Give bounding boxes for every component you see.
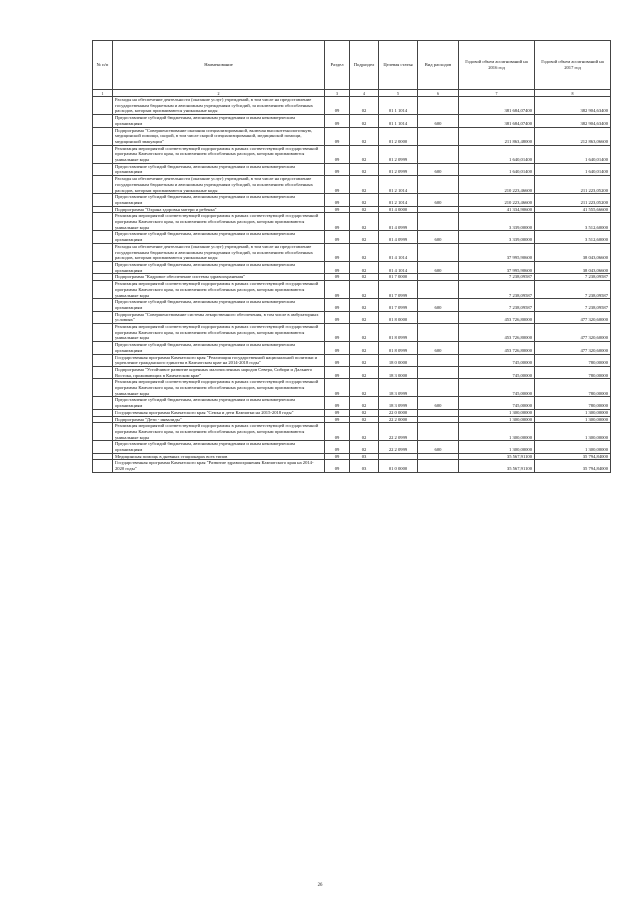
expense-type-cell: 600	[418, 397, 459, 409]
razdel-cell: 09	[325, 366, 350, 378]
table-body	[93, 97, 611, 473]
table-row	[93, 423, 611, 441]
amount-2016-cell: 7 238,09587	[459, 299, 535, 311]
amount-2017-cell: 1 640,01400	[535, 163, 611, 175]
amount-2017-cell: 212 863,06600	[535, 127, 611, 145]
razdel-cell: 09	[325, 299, 350, 311]
target-article-cell: 18 0 0000	[379, 354, 418, 366]
target-article-cell: 01 8 0000	[379, 311, 418, 323]
amount-2017-cell: 7 238,09587	[535, 281, 611, 299]
row-index-cell	[93, 409, 113, 416]
row-index-cell	[93, 397, 113, 409]
amount-2017-cell: 3 512,60000	[535, 213, 611, 231]
column-header: Подраздел	[350, 41, 379, 90]
target-article-cell: 01 4 0999	[379, 231, 418, 243]
amount-2016-cell: 41 334,90600	[459, 206, 535, 213]
razdel-cell: 09	[325, 274, 350, 281]
expense-type-cell	[418, 416, 459, 423]
razdel-cell: 09	[325, 176, 350, 194]
podrazdel-cell: 03	[350, 453, 379, 460]
amount-2017-cell: 382 904,63400	[535, 97, 611, 115]
amount-2016-cell: 210 223,46600	[459, 194, 535, 206]
amount-2016-cell: 7 238,09587	[459, 274, 535, 281]
amount-2017-cell: 35 794,84000	[535, 460, 611, 472]
table-row	[93, 163, 611, 175]
podrazdel-cell: 02	[350, 379, 379, 397]
target-article-cell: 01 2 0999	[379, 163, 418, 175]
razdel-cell: 09	[325, 127, 350, 145]
row-name-cell: Государственная программа Камчатского края "Развитие здравоохранения Камчатского края на 2014-2020 годы"	[113, 460, 325, 472]
column-number: 5	[379, 90, 418, 97]
podrazdel-cell: 02	[350, 261, 379, 273]
podrazdel-cell: 02	[350, 354, 379, 366]
amount-2017-cell: 3 512,60000	[535, 231, 611, 243]
column-number: 1	[93, 90, 113, 97]
row-index-cell	[93, 176, 113, 194]
amount-2017-cell: 211 223,05200	[535, 194, 611, 206]
razdel-cell: 09	[325, 354, 350, 366]
razdel-cell: 09	[325, 261, 350, 273]
amount-2016-cell: 37 995,90600	[459, 243, 535, 261]
table-header-row	[93, 41, 611, 90]
row-name-cell: Расходы на обеспечение деятельности (оказание услуг) учреждений, в том числе на предоставление государственным бюджетным и автономным учреждениям субсидий, за исключением обособленных расходов, которым присваиваются уникальные коды	[113, 97, 325, 115]
table-row	[93, 409, 611, 416]
table-row	[93, 441, 611, 453]
amount-2017-cell: 1 640,01400	[535, 145, 611, 163]
row-index-cell	[93, 243, 113, 261]
podrazdel-cell: 02	[350, 115, 379, 127]
target-article-cell: 01 2 0000	[379, 127, 418, 145]
table-row	[93, 460, 611, 472]
amount-2016-cell: 35 567,91100	[459, 453, 535, 460]
expense-type-cell: 600	[418, 299, 459, 311]
row-index-cell	[93, 311, 113, 323]
expense-type-cell	[418, 145, 459, 163]
razdel-cell: 09	[325, 194, 350, 206]
row-name-cell: Государственная программа Камчатского края "Реализация государственной национальной политики и укрепление гражданского единства в Камчатском крае на 2014-2018 годы"	[113, 354, 325, 366]
podrazdel-cell: 02	[350, 176, 379, 194]
table-row	[93, 97, 611, 115]
amount-2017-cell: 7 238,09587	[535, 274, 611, 281]
row-index-cell	[93, 460, 113, 472]
podrazdel-cell: 02	[350, 206, 379, 213]
target-article-cell: 01 4 0999	[379, 213, 418, 231]
podrazdel-cell: 02	[350, 324, 379, 342]
razdel-cell: 09	[325, 342, 350, 354]
razdel-cell: 09	[325, 163, 350, 175]
row-name-cell: Предоставление субсидий бюджетным, автономным учреждениям и иным некоммерческим организациям	[113, 115, 325, 127]
budget-table	[92, 40, 611, 473]
podrazdel-cell: 02	[350, 299, 379, 311]
amount-2016-cell: 381 684,07400	[459, 97, 535, 115]
expense-type-cell	[418, 379, 459, 397]
row-name-cell: Реализация мероприятий соответствующей подпрограммы в рамках соответствующей государственной программы Камчатского края, за исключением обособленных расходов, которым присваиваются уникальные коды	[113, 281, 325, 299]
razdel-cell: 09	[325, 97, 350, 115]
row-name-cell: Подпрограмма "Устойчивое развитие коренных малочисленных народов Севера, Сибири и Дальнего Востока, проживающих в Камчатском крае"	[113, 366, 325, 378]
target-article-cell: 01 8 0999	[379, 342, 418, 354]
row-name-cell: Предоставление субсидий бюджетным, автономным учреждениям и иным некоммерческим организациям	[113, 194, 325, 206]
target-article-cell: 01 8 0999	[379, 324, 418, 342]
target-article-cell: 22 0 0000	[379, 409, 418, 416]
target-article-cell: 18 3 0000	[379, 366, 418, 378]
row-name-cell: Предоставление субсидий бюджетным, автономным учреждениям и иным некоммерческим организациям	[113, 261, 325, 273]
amount-2016-cell: 745,00000	[459, 366, 535, 378]
row-index-cell	[93, 274, 113, 281]
amount-2017-cell: 477 320,60000	[535, 324, 611, 342]
column-number-row	[93, 90, 611, 97]
razdel-cell: 09	[325, 206, 350, 213]
razdel-cell: 09	[325, 145, 350, 163]
row-index-cell	[93, 231, 113, 243]
expense-type-cell: 600	[418, 441, 459, 453]
razdel-cell: 09	[325, 453, 350, 460]
amount-2017-cell: 38 043,06600	[535, 243, 611, 261]
amount-2017-cell: 1 300,00000	[535, 423, 611, 441]
target-article-cell: 18 3 0999	[379, 397, 418, 409]
table-row	[93, 261, 611, 273]
amount-2017-cell: 780,00000	[535, 354, 611, 366]
amount-2017-cell: 41 555,66600	[535, 206, 611, 213]
row-index-cell	[93, 163, 113, 175]
table-row	[93, 416, 611, 423]
expense-type-cell	[418, 311, 459, 323]
amount-2016-cell: 1 300,00000	[459, 416, 535, 423]
row-index-cell	[93, 213, 113, 231]
row-index-cell	[93, 299, 113, 311]
amount-2017-cell: 780,00000	[535, 379, 611, 397]
row-index-cell	[93, 416, 113, 423]
amount-2016-cell: 7 238,09587	[459, 281, 535, 299]
target-article-cell: 18 3 0999	[379, 379, 418, 397]
expense-type-cell	[418, 127, 459, 145]
row-name-cell: Предоставление субсидий бюджетным, автономным учреждениям и иным некоммерческим организациям	[113, 231, 325, 243]
table-row	[93, 213, 611, 231]
row-index-cell	[93, 127, 113, 145]
podrazdel-cell: 02	[350, 243, 379, 261]
podrazdel-cell: 02	[350, 281, 379, 299]
row-name-cell: Предоставление субсидий бюджетным, автономным учреждениям и иным некоммерческим организациям	[113, 163, 325, 175]
razdel-cell: 09	[325, 243, 350, 261]
amount-2017-cell: 477 320,60000	[535, 342, 611, 354]
row-name-cell: Расходы на обеспечение деятельности (оказание услуг) учреждений, в том числе на предоставление государственным бюджетным и автономным учреждениям субсидий, за исключением обособленных расходов, которым присваиваются уникальные коды	[113, 243, 325, 261]
podrazdel-cell: 02	[350, 127, 379, 145]
podrazdel-cell: 03	[350, 460, 379, 472]
razdel-cell: 09	[325, 397, 350, 409]
row-index-cell	[93, 324, 113, 342]
amount-2016-cell: 35 567,91100	[459, 460, 535, 472]
expense-type-cell	[418, 213, 459, 231]
amount-2016-cell: 3 339,00000	[459, 231, 535, 243]
expense-type-cell	[418, 354, 459, 366]
row-index-cell	[93, 453, 113, 460]
amount-2016-cell: 210 223,46600	[459, 176, 535, 194]
table-row	[93, 231, 611, 243]
expense-type-cell: 600	[418, 163, 459, 175]
row-index-cell	[93, 206, 113, 213]
razdel-cell: 09	[325, 281, 350, 299]
row-name-cell: Государственная программа Камчатского края "Семья и дети Камчатки на 2015-2018 годы"	[113, 409, 325, 416]
target-article-cell: 01 0 0000	[379, 460, 418, 472]
amount-2017-cell: 780,00000	[535, 366, 611, 378]
amount-2016-cell: 1 300,00000	[459, 441, 535, 453]
target-article-cell: 01 7 0000	[379, 274, 418, 281]
amount-2017-cell: 477 320,60000	[535, 311, 611, 323]
table-row	[93, 453, 611, 460]
page-number: 26	[317, 883, 323, 888]
row-index-cell	[93, 281, 113, 299]
row-name-cell: Подпрограмма "Совершенствование системы лекарственного обеспечения, в том числе в амбулаторных условиях"	[113, 311, 325, 323]
target-article-cell: 01 1 1014	[379, 97, 418, 115]
row-name-cell: Реализация мероприятий соответствующей подпрограммы в рамках соответствующей государственной программы Камчатского края, за исключением обособленных расходов, которым присваиваются уникальные коды	[113, 145, 325, 163]
table-row	[93, 243, 611, 261]
expense-type-cell	[418, 453, 459, 460]
amount-2016-cell: 453 726,80000	[459, 342, 535, 354]
row-index-cell	[93, 441, 113, 453]
row-name-cell: Реализация мероприятий соответствующей подпрограммы в рамках соответствующей государственной программы Камчатского края, за исключением обособленных расходов, которым присваиваются уникальные коды	[113, 324, 325, 342]
amount-2017-cell: 211 223,05200	[535, 176, 611, 194]
table-row	[93, 299, 611, 311]
column-number: 8	[535, 90, 611, 97]
target-article-cell: 01 4 0000	[379, 206, 418, 213]
podrazdel-cell: 02	[350, 416, 379, 423]
row-name-cell: Подпрограмма "Совершенствование оказания специализированной, включая высокотехнологичную, медицинской помощи, скорой, в том числе скорой специализированной, медицинской помощи, медицинской эвакуации"	[113, 127, 325, 145]
amount-2017-cell: 780,00000	[535, 397, 611, 409]
razdel-cell: 09	[325, 441, 350, 453]
expense-type-cell: 600	[418, 231, 459, 243]
podrazdel-cell: 02	[350, 163, 379, 175]
table-row	[93, 366, 611, 378]
target-article-cell: 01 2 1014	[379, 194, 418, 206]
table-row	[93, 281, 611, 299]
expense-type-cell	[418, 176, 459, 194]
expense-type-cell: 600	[418, 342, 459, 354]
target-article-cell: 22 2 0999	[379, 423, 418, 441]
amount-2017-cell: 382 904,63400	[535, 115, 611, 127]
target-article-cell: 22 2 0999	[379, 441, 418, 453]
column-number: 7	[459, 90, 535, 97]
amount-2017-cell: 1 300,00000	[535, 409, 611, 416]
razdel-cell: 09	[325, 416, 350, 423]
table-row	[93, 145, 611, 163]
row-index-cell	[93, 97, 113, 115]
expense-type-cell	[418, 206, 459, 213]
column-header: Раздел	[325, 41, 350, 90]
expense-type-cell	[418, 409, 459, 416]
row-index-cell	[93, 145, 113, 163]
amount-2016-cell: 1 300,00000	[459, 409, 535, 416]
column-header: Годовой объем ассигнований на 2017 год	[535, 41, 611, 90]
row-index-cell	[93, 354, 113, 366]
amount-2017-cell: 7 238,09587	[535, 299, 611, 311]
table-row	[93, 176, 611, 194]
razdel-cell: 09	[325, 231, 350, 243]
podrazdel-cell: 02	[350, 311, 379, 323]
target-article-cell: 01 7 0999	[379, 281, 418, 299]
row-name-cell: Реализация мероприятий соответствующей подпрограммы в рамках соответствующей государственной программы Камчатского края, за исключением обособленных расходов, которым присваиваются уникальные коды	[113, 213, 325, 231]
amount-2016-cell: 745,00000	[459, 397, 535, 409]
target-article-cell: 01 7 0999	[379, 299, 418, 311]
podrazdel-cell: 02	[350, 145, 379, 163]
expense-type-cell	[418, 460, 459, 472]
expense-type-cell: 600	[418, 194, 459, 206]
column-header: Целевая статья	[379, 41, 418, 90]
podrazdel-cell: 02	[350, 274, 379, 281]
row-name-cell: Подпрограмма "Дети - инвалиды"	[113, 416, 325, 423]
target-article-cell: 01 4 1014	[379, 261, 418, 273]
row-name-cell: Предоставление субсидий бюджетным, автономным учреждениям и иным некоммерческим организациям	[113, 441, 325, 453]
expense-type-cell: 600	[418, 115, 459, 127]
column-number: 6	[418, 90, 459, 97]
razdel-cell: 09	[325, 311, 350, 323]
target-article-cell: 01 1 1014	[379, 115, 418, 127]
column-header: Наименование	[113, 41, 325, 90]
amount-2017-cell: 35 794,84000	[535, 453, 611, 460]
amount-2016-cell: 381 684,07400	[459, 115, 535, 127]
amount-2016-cell: 745,00000	[459, 354, 535, 366]
podrazdel-cell: 02	[350, 194, 379, 206]
amount-2016-cell: 1 300,00000	[459, 423, 535, 441]
razdel-cell: 09	[325, 213, 350, 231]
row-name-cell: Подпрограмма "Охрана здоровья матери и ребенка"	[113, 206, 325, 213]
target-article-cell	[379, 453, 418, 460]
budget-table-container	[92, 40, 610, 473]
amount-2017-cell: 38 043,06600	[535, 261, 611, 273]
row-name-cell: Реализация мероприятий соответствующей подпрограммы в рамках соответствующей государственной программы Камчатского края, за исключением обособленных расходов, которым присваиваются уникальные коды	[113, 379, 325, 397]
column-number: 3	[325, 90, 350, 97]
razdel-cell: 09	[325, 409, 350, 416]
table-row	[93, 194, 611, 206]
razdel-cell: 09	[325, 423, 350, 441]
expense-type-cell	[418, 324, 459, 342]
amount-2017-cell: 1 300,00000	[535, 441, 611, 453]
row-index-cell	[93, 115, 113, 127]
column-number: 2	[113, 90, 325, 97]
row-index-cell	[93, 261, 113, 273]
table-row	[93, 397, 611, 409]
amount-2016-cell: 453 726,80000	[459, 324, 535, 342]
expense-type-cell	[418, 274, 459, 281]
column-header: № п/п	[93, 41, 113, 90]
amount-2016-cell: 211 863,48000	[459, 127, 535, 145]
amount-2016-cell: 745,00000	[459, 379, 535, 397]
expense-type-cell	[418, 366, 459, 378]
amount-2016-cell: 1 640,01400	[459, 163, 535, 175]
podrazdel-cell: 02	[350, 213, 379, 231]
row-name-cell: Расходы на обеспечение деятельности (оказание услуг) учреждений, в том числе на предоставление государственным бюджетным и автономным учреждениям субсидий, за исключением обособленных расходов, которым присваиваются уникальные коды	[113, 176, 325, 194]
podrazdel-cell: 02	[350, 231, 379, 243]
target-article-cell: 01 2 1014	[379, 176, 418, 194]
razdel-cell: 09	[325, 379, 350, 397]
table-row	[93, 127, 611, 145]
amount-2016-cell: 1 640,01400	[459, 145, 535, 163]
table-row	[93, 115, 611, 127]
row-name-cell: Медицинская помощь в дневных стационарах всех типов	[113, 453, 325, 460]
expense-type-cell	[418, 243, 459, 261]
razdel-cell: 09	[325, 115, 350, 127]
table-row	[93, 311, 611, 323]
expense-type-cell	[418, 97, 459, 115]
amount-2016-cell: 37 995,90600	[459, 261, 535, 273]
row-index-cell	[93, 194, 113, 206]
target-article-cell: 01 2 0999	[379, 145, 418, 163]
row-name-cell: Реализация мероприятий соответствующей подпрограммы в рамках соответствующей государственной программы Камчатского края, за исключением обособленных расходов, которым присваиваются уникальные коды	[113, 423, 325, 441]
podrazdel-cell: 02	[350, 397, 379, 409]
table-row	[93, 354, 611, 366]
table-row	[93, 324, 611, 342]
table-row	[93, 379, 611, 397]
row-name-cell: Подпрограмма "Кадровое обеспечение системы здравоохранения"	[113, 274, 325, 281]
podrazdel-cell: 02	[350, 97, 379, 115]
amount-2016-cell: 453 726,80000	[459, 311, 535, 323]
row-name-cell: Предоставление субсидий бюджетным, автономным учреждениям и иным некоммерческим организациям	[113, 299, 325, 311]
amount-2017-cell: 1 300,00000	[535, 416, 611, 423]
podrazdel-cell: 02	[350, 409, 379, 416]
column-header: Годовой объем ассигнований на 2016 год	[459, 41, 535, 90]
row-index-cell	[93, 379, 113, 397]
amount-2016-cell: 3 339,00000	[459, 213, 535, 231]
razdel-cell: 09	[325, 460, 350, 472]
row-name-cell: Предоставление субсидий бюджетным, автономным учреждениям и иным некоммерческим организациям	[113, 342, 325, 354]
table-row	[93, 274, 611, 281]
target-article-cell: 22 2 0000	[379, 416, 418, 423]
row-name-cell: Предоставление субсидий бюджетным, автономным учреждениям и иным некоммерческим организациям	[113, 397, 325, 409]
table-row	[93, 342, 611, 354]
podrazdel-cell: 02	[350, 441, 379, 453]
podrazdel-cell: 02	[350, 342, 379, 354]
podrazdel-cell: 02	[350, 423, 379, 441]
row-index-cell	[93, 366, 113, 378]
row-index-cell	[93, 342, 113, 354]
expense-type-cell: 600	[418, 261, 459, 273]
expense-type-cell	[418, 281, 459, 299]
podrazdel-cell: 02	[350, 366, 379, 378]
row-index-cell	[93, 423, 113, 441]
expense-type-cell	[418, 423, 459, 441]
target-article-cell: 01 4 1014	[379, 243, 418, 261]
column-number: 4	[350, 90, 379, 97]
razdel-cell: 09	[325, 324, 350, 342]
table-row	[93, 206, 611, 213]
column-header: Вид расходов	[418, 41, 459, 90]
